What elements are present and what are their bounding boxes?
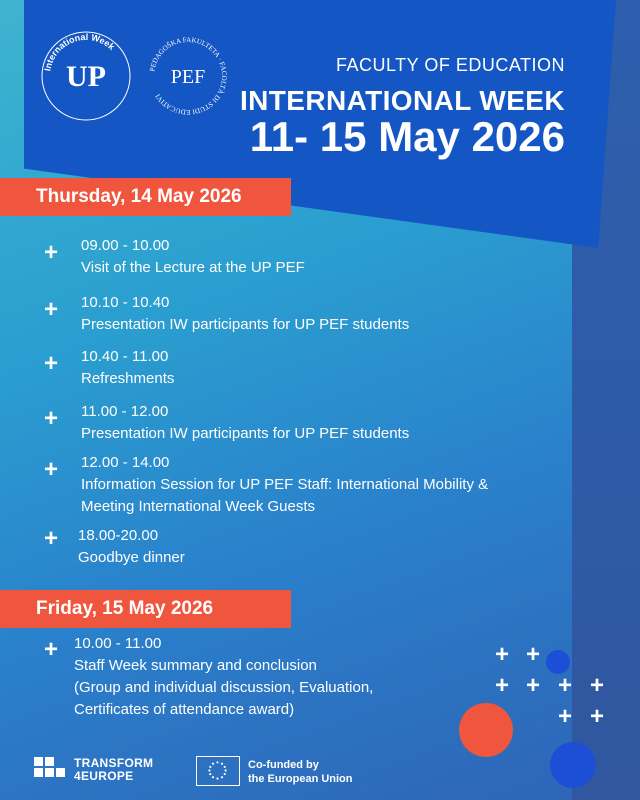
- iw-logo-arc-text: International Week: [42, 31, 117, 72]
- schedule-time: 10.40 - 11.00: [81, 348, 169, 365]
- schedule-description-line2: (Group and individual discussion, Evaluation,: [74, 679, 374, 696]
- faculty-name: FACULTY OF EDUCATION: [335, 55, 565, 75]
- decorative-circle: [550, 742, 596, 788]
- eu-cofunded-text: [248, 758, 353, 786]
- day-banner-thursday: Thursday, 14 May 2026: [0, 178, 291, 216]
- plus-icon: +: [44, 350, 59, 377]
- decorative-plus-icon: +: [526, 641, 541, 668]
- schedule-description: Refreshments: [81, 370, 175, 387]
- schedule-description: Presentation IW participants for UP PEF students: [81, 425, 410, 442]
- schedule-time: 11.00 - 12.00: [81, 403, 169, 420]
- eu-line1: Co-funded by: [248, 759, 319, 771]
- plus-icon: +: [44, 636, 59, 663]
- schedule-description: Visit of the Lecture at the UP PEF: [81, 259, 305, 276]
- transform4europe-icon: [34, 757, 66, 783]
- schedule-description: Goodbye dinner: [78, 549, 185, 566]
- plus-icon: +: [44, 456, 59, 483]
- event-title: INTERNATIONAL WEEK: [239, 85, 565, 116]
- eu-line2: the European Union: [248, 773, 353, 785]
- schedule-time: 10.00 - 11.00: [74, 635, 162, 652]
- schedule-description: Presentation IW participants for UP PEF students: [81, 316, 410, 333]
- event-dates: 11- 15 May 2026: [249, 113, 565, 160]
- decorative-plus-icon: +: [526, 672, 541, 699]
- decorative-plus-icon: +: [558, 672, 573, 699]
- transform4europe-line1: TRANSFORM: [74, 756, 154, 770]
- schedule-description-line2: Meeting International Week Guests: [81, 498, 316, 515]
- transform4europe-line2: 4EUROPE: [74, 769, 134, 783]
- decorative-plus-icon: +: [558, 703, 573, 730]
- schedule-time: 12.00 - 14.00: [81, 454, 170, 471]
- plus-icon: +: [44, 405, 59, 432]
- decorative-plus-icon: +: [495, 641, 510, 668]
- day-banner-friday: Friday, 15 May 2026: [0, 590, 291, 628]
- plus-icon: +: [44, 525, 59, 552]
- schedule-description: Information Session for UP PEF Staff: International Mobility &: [81, 476, 489, 493]
- schedule-description-line3: Certificates of attendance award): [74, 701, 295, 718]
- plus-icon: +: [44, 296, 59, 323]
- eu-flag-icon: [196, 756, 240, 786]
- schedule-time: 10.10 - 10.40: [81, 294, 170, 311]
- transform4europe-logo: [34, 757, 153, 783]
- decorative-circle: [546, 650, 570, 674]
- decorative-circle: [459, 703, 513, 757]
- pef-logo-arc-text: PEDAGOŠKA FAKULTETA · FACOLTÀ DI STUDI EDUCATIVI: [148, 35, 229, 117]
- iw-logo-monogram: UP: [66, 60, 106, 93]
- decorative-plus-icon: +: [590, 672, 605, 699]
- decorative-plus-icon: +: [590, 703, 605, 730]
- schedule-time: 09.00 - 10.00: [81, 237, 170, 254]
- decorative-plus-icon: +: [495, 672, 510, 699]
- plus-icon: +: [44, 239, 59, 266]
- international-week-logo: [40, 30, 132, 122]
- schedule-time: 18.00-20.00: [78, 527, 159, 544]
- pef-logo-monogram: PEF: [170, 66, 206, 88]
- pef-faculty-logo: [142, 30, 234, 122]
- schedule-description: Staff Week summary and conclusion: [74, 657, 317, 674]
